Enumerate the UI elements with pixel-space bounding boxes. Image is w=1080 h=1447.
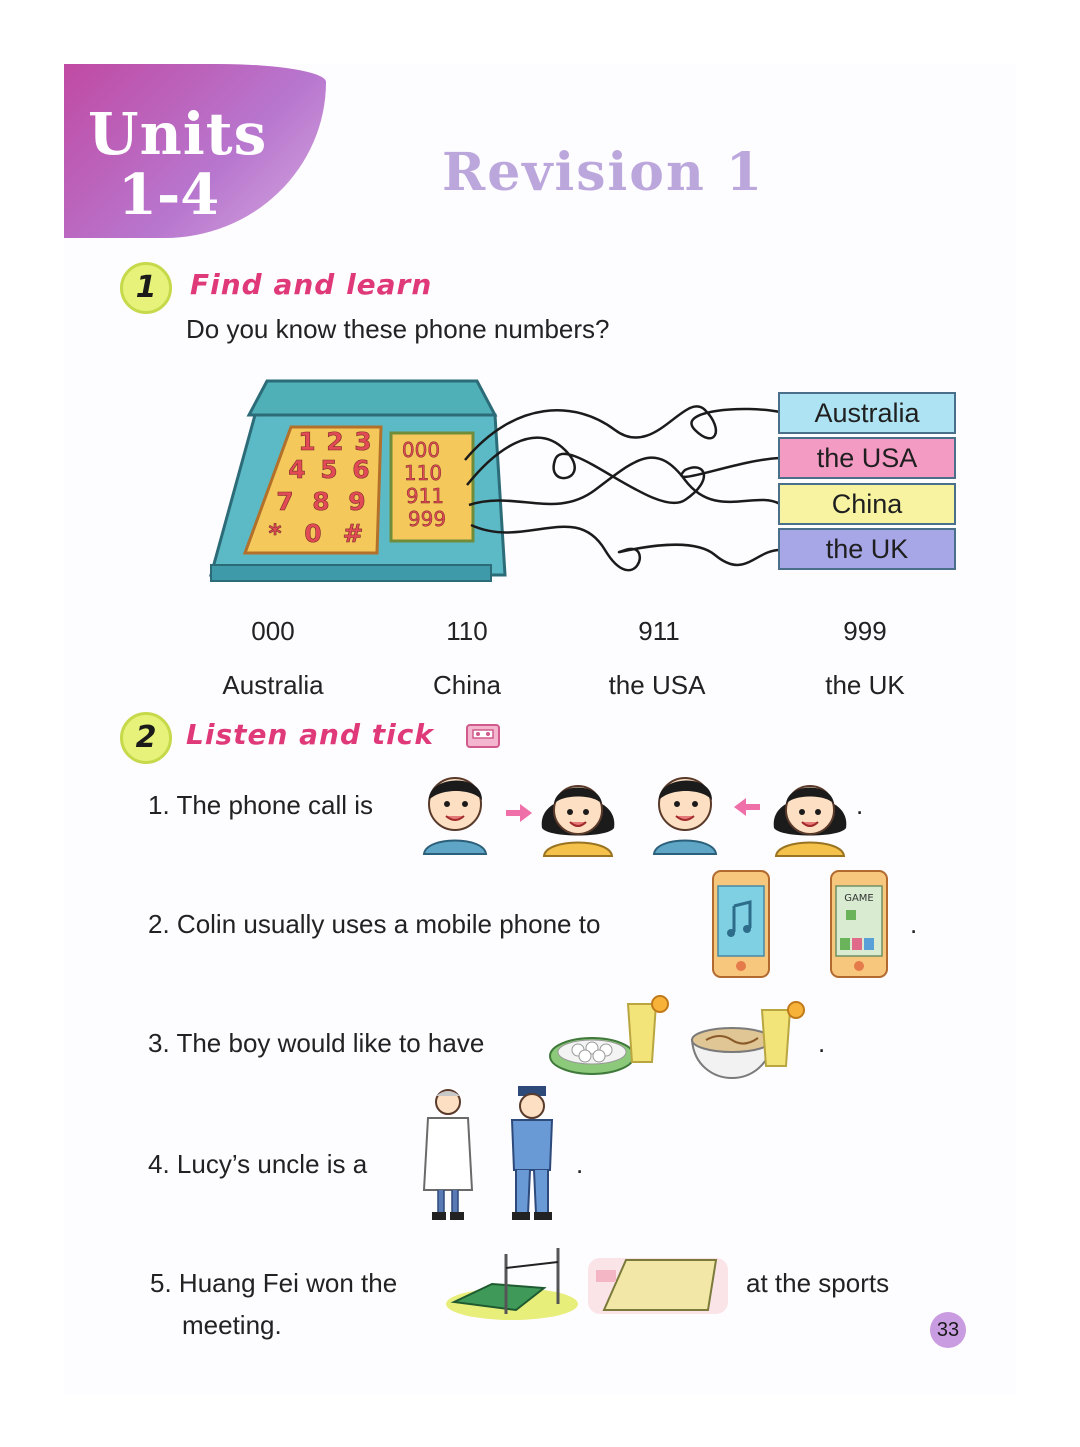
answer-number: 911 xyxy=(638,616,680,646)
screen-number: 000 xyxy=(401,438,441,462)
doctor-icon xyxy=(422,1086,474,1226)
section-1-number: 1 xyxy=(120,262,172,314)
arrow-right-icon xyxy=(506,804,532,822)
answer-number: 999 xyxy=(843,616,887,646)
girl-icon xyxy=(536,768,620,856)
answer-number: 110 xyxy=(446,616,488,646)
question-2: 2. Colin usually uses a mobile phone to xyxy=(148,909,601,939)
answer-country: the USA xyxy=(608,670,706,700)
screen-number: 911 xyxy=(405,484,445,508)
question-1-period: . xyxy=(856,790,864,820)
screen-number: 999 xyxy=(407,507,447,531)
boy-icon xyxy=(418,766,492,854)
keypad-key: 7 xyxy=(276,487,294,516)
answer-country: Australia xyxy=(222,670,324,700)
question-3: 3. The boy would like to have xyxy=(148,1028,485,1058)
keypad-key: 8 xyxy=(312,487,330,516)
keypad-key: 6 xyxy=(352,455,370,484)
country-box-australia: Australia xyxy=(778,392,956,434)
unit-range: 1-4 xyxy=(118,162,220,228)
answer-country: the UK xyxy=(825,670,905,700)
keypad-key: 5 xyxy=(320,455,338,484)
section-2-number: 2 xyxy=(120,712,172,764)
screen-number: 110 xyxy=(403,461,443,485)
policeman-icon xyxy=(504,1084,560,1226)
section-2-title: Listen and tick xyxy=(186,718,434,751)
section-1-title: Find and learn xyxy=(190,268,433,301)
keypad-key: 0 xyxy=(304,519,322,548)
tangled-lines xyxy=(455,380,785,580)
cassette-icon xyxy=(466,724,500,748)
question-3-period: . xyxy=(818,1028,826,1058)
game-phone-icon xyxy=(830,870,888,978)
answer-country: China xyxy=(433,670,501,700)
dumplings-juice-icon xyxy=(548,994,678,1078)
high-jump-icon xyxy=(444,1244,582,1322)
game-label: GAME xyxy=(844,893,874,904)
keypad-key: * xyxy=(268,519,282,548)
keypad-key: 3 xyxy=(354,427,372,456)
arrow-left-icon xyxy=(734,798,760,816)
keypad-key: 9 xyxy=(348,487,366,516)
question-4-period: . xyxy=(576,1149,584,1179)
music-phone-icon xyxy=(712,870,770,978)
country-box-uk: the UK xyxy=(778,528,956,570)
country-box-usa: the USA xyxy=(778,437,956,479)
keypad-key: 4 xyxy=(288,455,306,484)
sandpit-icon xyxy=(586,1254,730,1316)
question-5-line2: meeting. xyxy=(182,1310,282,1340)
answer-number: 000 xyxy=(251,616,295,646)
girl-icon xyxy=(768,768,852,856)
keypad-key: 1 xyxy=(298,427,316,456)
unit-word: Units xyxy=(88,100,268,168)
question-5-after: at the sports xyxy=(746,1268,890,1298)
keypad-key: # xyxy=(342,519,364,548)
noodles-juice-icon xyxy=(690,996,814,1080)
section-1-instruction: Do you know these phone numbers? xyxy=(186,314,610,344)
question-2-period: . xyxy=(910,909,918,939)
question-5: 5. Huang Fei won the xyxy=(150,1268,398,1298)
page-title: Revision 1 xyxy=(442,142,765,203)
question-4: 4. Lucy’s uncle is a xyxy=(148,1149,368,1179)
country-box-china: China xyxy=(778,483,956,525)
boy-icon xyxy=(648,766,722,854)
question-1: 1. The phone call is xyxy=(148,790,374,820)
keypad-key: 2 xyxy=(326,427,344,456)
page-number: 33 xyxy=(930,1312,966,1348)
